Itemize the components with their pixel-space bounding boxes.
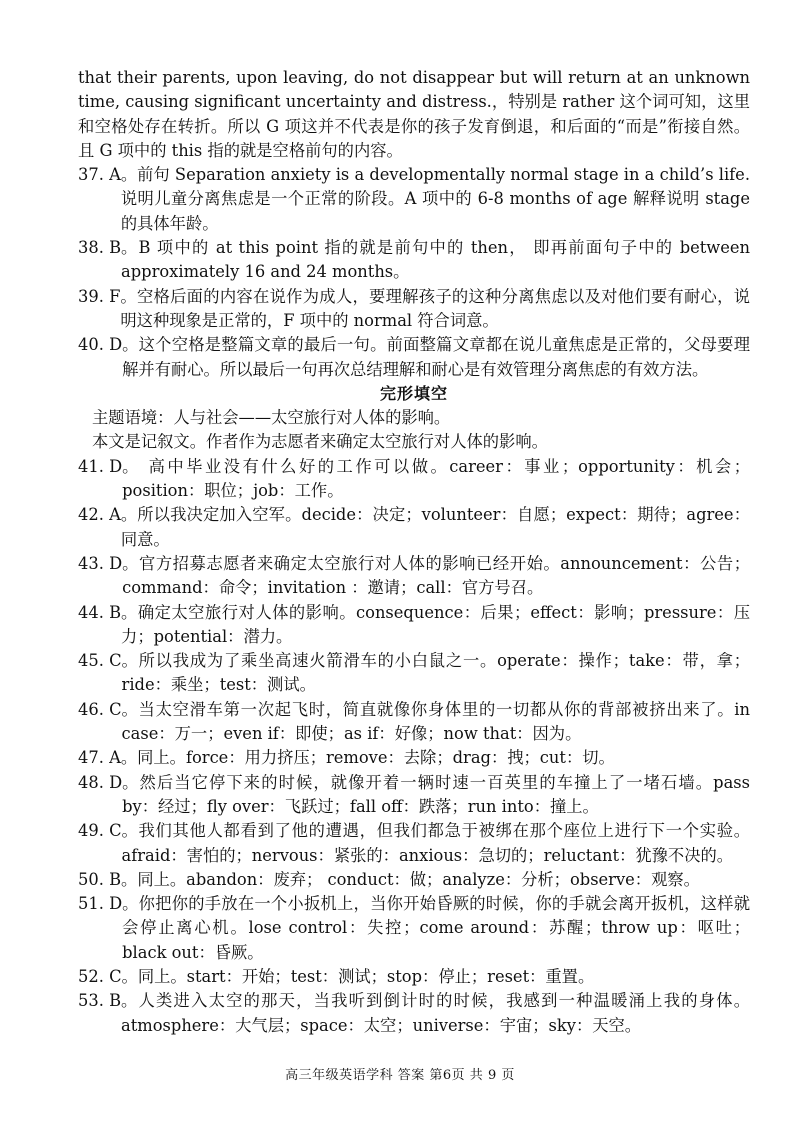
answer-explanation: 。B 项中的 at this point 指的就是前句中的 then， 即再前面句子中的 between approximately 16 and 24 months。: [121, 238, 750, 282]
answer-explanation: 。同上。start：开始；test：测试；stop：停止；reset：重置。: [121, 966, 595, 986]
answer-explanation: 。然后当它停下来的时候，就像开着一辆时速一百英里的车撞上了一堵石墙。pass by：经过；fly over：飞跃过；fall off：跌落；run into：撞上。: [122, 772, 750, 816]
answer-number: 46. C: [78, 699, 122, 719]
part1-list: [78, 163, 750, 382]
answer-explanation: 。空格后面的内容在说作为成人，要理解孩子的这种分离焦虑以及对他们要有耐心，说明这种现象是正常的，F 项中的 normal 符合词意。: [120, 286, 750, 330]
answer-number: 38. B: [78, 238, 122, 258]
answer-item-50: [78, 868, 750, 892]
answer-explanation: 。所以我决定加入空军。decide：决定；volunteer：自愿；expect：期待；agree：同意。: [120, 505, 750, 549]
answer-item-52: [78, 965, 750, 989]
answer-number: 44. B: [78, 602, 122, 622]
answer-explanation: 。当太空滑车第一次起飞时，简直就像你身体里的一切都从你的背部被挤出来了。in case：万一；even if：即使；as if：好像；now that：因为。: [121, 699, 750, 744]
answer-item-53: [78, 989, 750, 1038]
part2-list: [78, 455, 750, 1038]
theme-line: 主题语境：人与社会——太空旅行对人体的影响。: [92, 408, 451, 428]
answer-item-40: [78, 333, 750, 382]
answer-item-38: [78, 236, 750, 285]
answer-explanation: 。 高中毕业没有什么好的工作可以做。career：事业；opportunity：机会；position：职位；job：工作。: [122, 456, 750, 501]
answer-number: 37. A: [78, 165, 121, 185]
answer-item-51: [78, 892, 750, 965]
answer-number: 48. D: [78, 772, 123, 792]
answer-explanation: 。所以我成为了乘坐高速火箭滑车的小白鼠之一。operate：操作；take：带，拿；ride：乘坐；test：测试。: [121, 651, 750, 695]
answer-item-49: [78, 819, 750, 868]
section-title: 完形填空: [379, 383, 448, 403]
answer-number: 49. C: [78, 821, 122, 841]
answer-item-37: [78, 163, 750, 236]
answer-number: 41. D: [78, 456, 123, 476]
summary-line: 本文是记叙文。作者作为志愿者来确定太空旅行对人体的影响。: [92, 432, 548, 452]
answer-item-41: [78, 455, 750, 504]
answer-explanation: 。你把你的手放在一个小扳机上，当你开始昏厥的时候，你的手就会离开扳机，这样就会停止离心机。lose control：失控；come around：苏醒；throw up：呕吐；black out：昏厥。: [122, 894, 750, 962]
answer-number: 50. B: [78, 869, 122, 889]
answer-item-45: [78, 649, 750, 698]
answer-item-42: [78, 503, 750, 552]
answer-explanation: 。同上。abandon：废弃； conduct：做；analyze：分析；observe：观察。: [121, 869, 700, 889]
answer-explanation: 。确定太空旅行对人体的影响。consequence：后果；effect：影响；pressure：压力；potential：潜力。: [121, 602, 750, 646]
answer-number: 52. C: [78, 966, 122, 986]
answer-explanation: 。人类进入太空的那天，当我听到倒计时的时候，我感到一种温暖涌上我的身体。atmosphere：大气层；space：太空；universe：宇宙；sky：天空。: [121, 991, 750, 1035]
intro-paragraph: that their parents, upon leaving, do not disappear but will return at an unknown time, causing significant uncertainty and distress.，特别是 rather 这个词可知，这里和空格处存在转折。所以 G 项这并不代表是你的孩子发育倒退，和后面的“而是”衔接自然。且 G 项中的 this 指的就是空格前句的内容。: [78, 68, 750, 160]
answer-number: 53. B: [78, 991, 122, 1011]
answer-explanation: 。前句 Separation anxiety is a developmentally normal stage in a child’s life.说明儿童分离焦虑是一个正常的阶段。A 项中的 6-8 months of age 解释说明 stage 的具体年龄。: [120, 165, 750, 233]
answer-item-46: [78, 698, 750, 747]
answer-explanation: 。我们其他人都看到了他的遭遇，但我们都急于被绑在那个座位上进行下一个实验。afraid：害怕的；nervous：紧张的：anxious：急切的；reluctant：犹豫不决的。: [121, 821, 750, 865]
answer-explanation: 。官方招募志愿者来确定太空旅行对人体的影响已经开始。announcement：公告；command：命令；invitation ：邀请；call：官方号召。: [122, 553, 750, 598]
answer-number: 40. D: [78, 335, 123, 355]
answer-number: 47. A: [78, 748, 121, 768]
answer-number: 45. C: [78, 651, 122, 671]
answer-explanation: 。同上。force：用力挤压；remove：去除；drag：拽；cut：切。: [120, 748, 615, 768]
answer-explanation: 。这个空格是整篇文章的最后一句。前面整篇文章都在说儿童焦虑是正常的，父母要理解并有耐心。所以最后一句再次总结理解和耐心是有效管理分离焦虑的有效方法。: [122, 335, 750, 379]
answer-number: 42. A: [78, 505, 121, 525]
answer-number: 43. D: [78, 553, 123, 573]
answer-item-48: [78, 771, 750, 820]
answer-number: 51. D: [78, 894, 123, 914]
answer-item-47: [78, 746, 750, 770]
page-footer: 高三年级英语学科 答案 第6页 共 9 页: [285, 1068, 515, 1083]
answer-content: [78, 66, 750, 1038]
answer-item-43: [78, 552, 750, 601]
answer-item-39: [78, 285, 750, 334]
answer-number: 39. F: [78, 286, 121, 306]
answer-item-44: [78, 601, 750, 650]
